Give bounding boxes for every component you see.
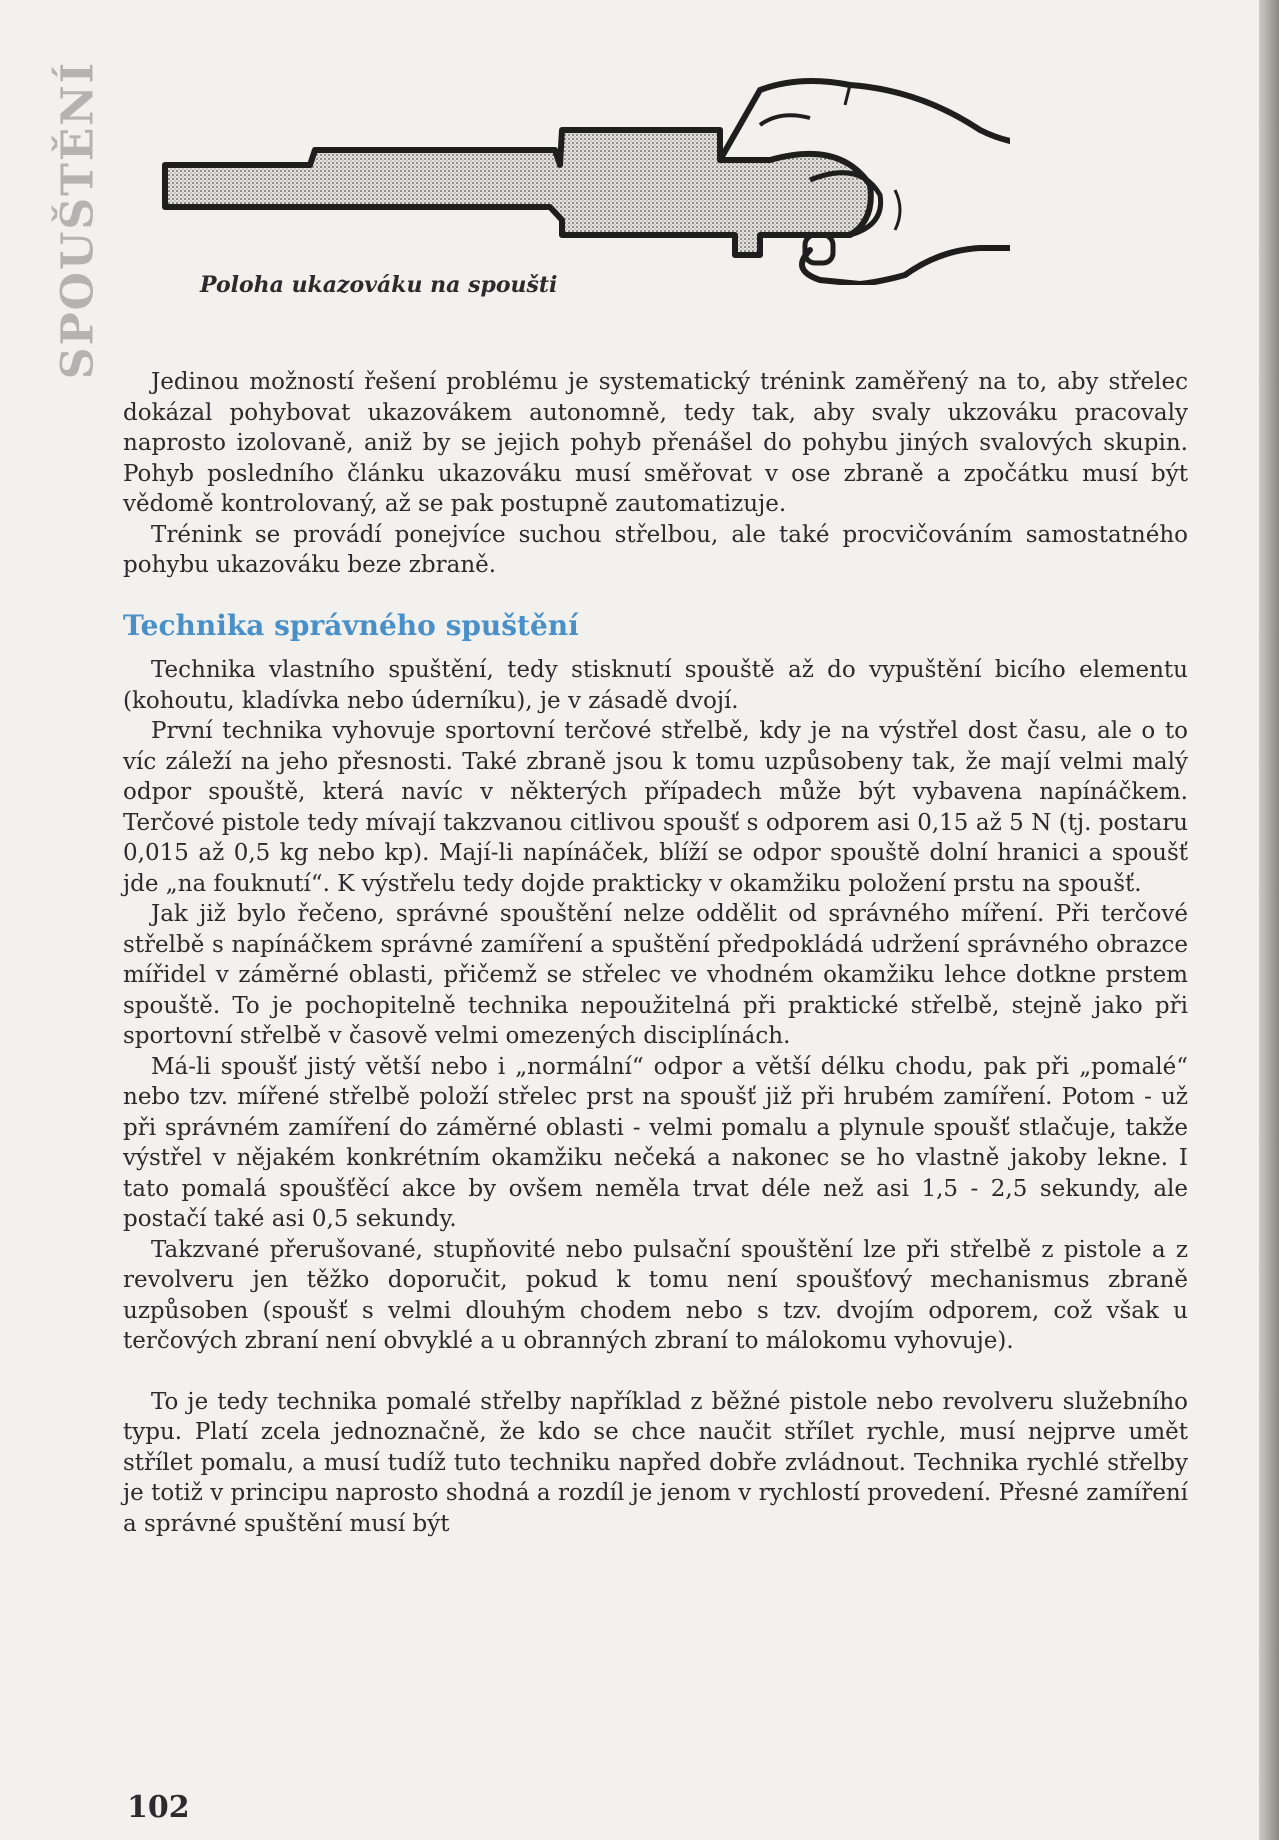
running-head-text: SPOUŠTĚNÍ	[52, 60, 104, 380]
running-head	[48, 60, 108, 380]
paragraph: Technika vlastního spuštění, tedy stisknutí spouště až do vypuštění bicího elementu (kohoutu, kladívka nebo úderníku), je v zásadě dvojí.	[123, 657, 1188, 714]
page-number: 102	[127, 1790, 190, 1825]
paragraph: Má-li spoušť jistý větší nebo i „normální“ odpor a větší délku chodu, pak při „pomalé“ nebo tzv. mířené střelbě položí střelec prst na spoušť již při hrubém zamíření. Potom - už při správném zamíření do záměrné oblasti - velmi pomalu a plynule spoušť stlačuje, takže výstřel v nějakém konkrétním okamžiku nečeká a nakonec se ho vlastně jakoby lekne. I tato pomalá spoušťěcí akce by ovšem neměla trvat déle než asi 1,5 - 2,5 sekundy, ale postačí také asi 0,5 sekundy.	[123, 1053, 1188, 1232]
page-body	[123, 367, 1188, 1539]
paragraph: Trénink se provádí ponejvíce suchou střelbou, ale také procvičováním samostatného pohybu ukazováku beze zbraně.	[123, 521, 1188, 578]
paragraph: Jedinou možností řešení problému je systematický trénink zaměřený na to, aby střelec dokázal pohybovat ukazovákem autonomně, tedy tak, aby svaly ukzováku pracovaly naprosto izolovaně, aniž by se jejich pohyb přenášel do pohybu jiných svalových skupin. Pohyb posledního článku ukazováku musí směřovat v ose zbraně a zpočátku musí být vědomě kontrolovaný, až se pak postupně zautomatizuje.	[123, 369, 1188, 517]
page-edge-shadow	[1259, 0, 1279, 1840]
pistol-silhouette	[165, 130, 871, 255]
paragraph: To je tedy technika pomalé střelby například z běžné pistole nebo revolveru služebního typu. Platí zcela jednoznačně, že kdo se chce naučit střílet rychle, musí nejprve umět střílet pomalu, a musí tudíž tuto techniku napřed dobře zvládnout. Technika rychlé střelby je totiž v principu naprosto shodná a rozdíl je jenom v rychlostí provedení. Přesné zamíření a správné spuštění musí být	[123, 1388, 1188, 1537]
paragraph: Jak již bylo řečeno, správné spouštění nelze oddělit od správného míření. Při terčové střelbě s napínáčkem správné zamíření a spuštění předpokládá udržení správného obrazce mířidel v záměrné oblasti, přičemž se střelec ve vhodném okamžiku lehce dotkne prstem spouště. To je pochopitelně technika nepoužitelná při praktické střelbě, stejně jako při sportovní střelbě v časově velmi omezených disciplínách.	[123, 901, 1188, 1049]
trigger-finger-illustration	[160, 70, 1010, 285]
section-heading: Technika správného spuštění	[123, 608, 579, 642]
paragraph: První technika vyhovuje sportovní terčové střelbě, kdy je na výstřel dost času, ale o to víc záleží na jeho přesnosti. Také zbraně jsou k tomu uzpůsobeny tak, že mají velmi malý odpor spouště, která navíc v některých případech může být vybavena napínáčkem. Terčové pistole tedy mívají takzvanou citlivou spoušť s odporem asi 0,15 až 5 N (tj. postaru 0,015 až 0,5 kg nebo kp). Mají-li napínáček, blíží se odpor spouště dolní hranici a spoušť jde „na fouknutí“. K výstřelu tedy dojde prakticky v okamžiku položení prstu na spoušť.	[123, 718, 1188, 897]
paragraph: Takzvané přerušované, stupňovité nebo pulsační spouštění lze při střelbě z pistole a z revolveru jen těžko doporučit, pokud k tomu není spoušťový mechanismus zbraně uzpůsoben (spoušť s velmi dlouhým chodem nebo s tzv. dvojím odporem, což však u terčových zbraní není obvyklé a u obranných zbraní to málokomu vyhovuje).	[123, 1236, 1188, 1354]
figure-caption: Poloha ukazováku na spoušti	[200, 272, 558, 298]
